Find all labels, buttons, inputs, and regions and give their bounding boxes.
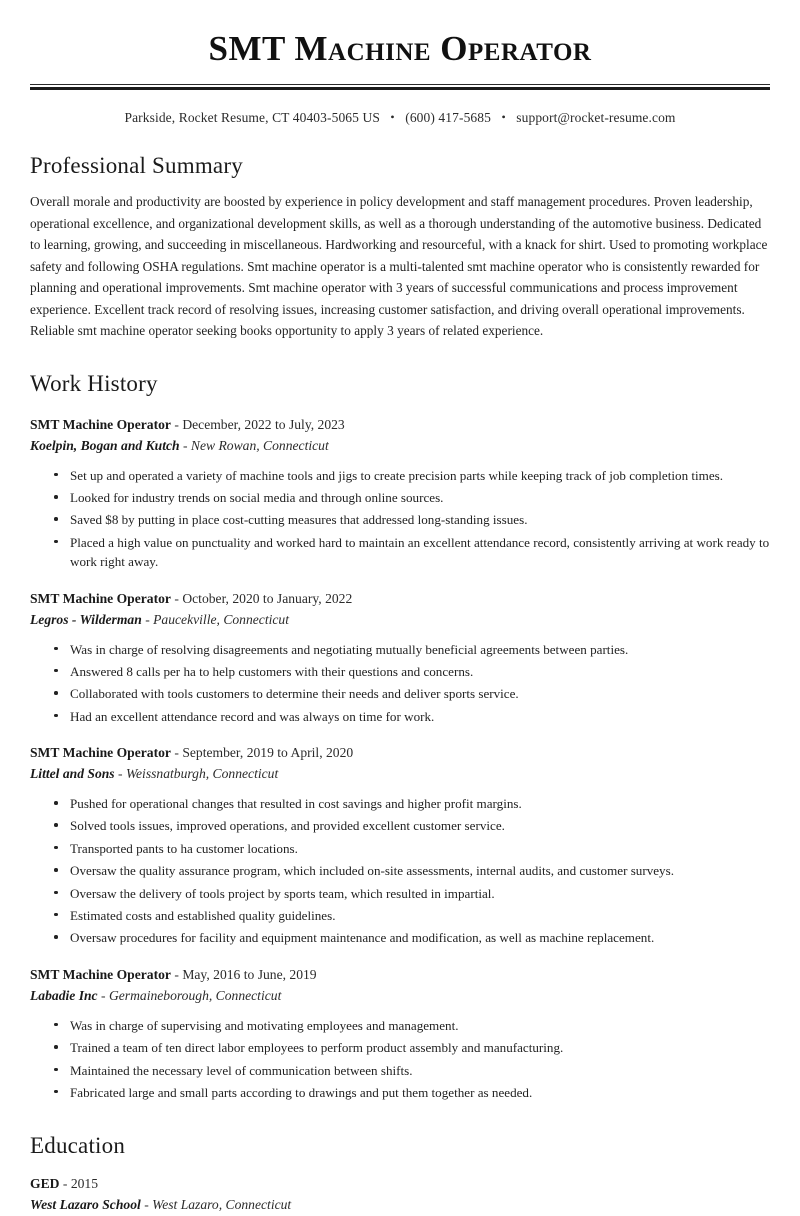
job-separator: - [174,745,179,761]
header-divider [30,84,770,90]
job-company-name: Legros - Wilderman [30,611,142,627]
section-heading-education: Education [30,1133,126,1159]
job-separator: - [174,416,179,432]
job-bullet: Transported pants to ha customer locations. [52,839,770,858]
job-bullet: Saved $8 by putting in place cost-cutting measures that addressed long-standing issues. [52,510,770,529]
job-company-name: Littel and Sons [30,766,115,782]
contact-separator-1: • [390,109,395,124]
section-heading-professional-summary: Professional Summary [30,152,243,178]
job-bullet: Oversaw the delivery of tools project by sports team, which resulted in impartial. [52,884,770,903]
job-bullet-list [30,640,770,727]
education-separator: - [62,1175,68,1191]
job-dates: May, 2016 to June, 2019 [182,966,317,982]
job-header-line [30,589,770,609]
job-bullet: Fabricated large and small parts according to drawings and put them together as needed. [52,1083,770,1102]
education-location: West Lazaro, Connecticut [152,1197,292,1213]
education-entry [30,1174,770,1216]
job-bullet: Answered 8 calls per ha to help customers with their questions and concerns. [52,662,770,681]
work-history-entry [30,415,770,572]
work-history-entry [30,589,770,727]
job-bullet: Was in charge of resolving disagreements and negotiating mutually beneficial agreements between parties. [52,640,770,659]
job-bullet: Trained a team of ten direct labor employees to perform product assembly and manufacturing. [52,1038,770,1057]
job-dates: September, 2019 to April, 2020 [182,745,354,761]
job-bullet: Set up and operated a variety of machine tools and jigs to create precision parts while keeping track of job completion times. [52,466,770,485]
education-degree: GED [30,1175,60,1191]
job-bullet-list [30,794,770,948]
job-company-line [30,610,770,631]
job-bullet: Estimated costs and established quality guidelines. [52,906,770,925]
job-bullet: Placed a high value on punctuality and worked hard to maintain an excellent attendance record, consistently arriving at work ready to work right away. [52,533,770,572]
job-bullet: Was in charge of supervising and motivating employees and management. [52,1016,770,1035]
education-school-name: West Lazaro School [30,1197,141,1213]
job-bullet: Oversaw procedures for facility and equipment maintenance and modification, as well as machine replacement. [52,928,770,947]
job-bullet-list [30,466,770,572]
job-title: SMT Machine Operator [30,745,171,761]
job-location: Weissnatburgh, Connecticut [125,766,279,782]
contact-email: support@rocket-resume.com [516,109,676,125]
contact-separator-2: • [501,109,506,124]
job-bullet: Pushed for operational changes that resulted in cost savings and higher profit margins. [52,794,770,813]
job-company-name: Labadie Inc [30,988,98,1004]
job-header-line [30,965,770,985]
job-bullet: Collaborated with tools customers to determine their needs and deliver sports service. [52,684,770,703]
job-title: SMT Machine Operator [30,590,171,606]
education-school-separator: - [144,1197,149,1213]
education-school-line [30,1195,770,1216]
job-company-separator: - [101,988,106,1004]
job-company-line [30,986,770,1007]
job-location: New Rowan, Connecticut [190,437,329,453]
contact-address: Parkside, Rocket Resume, CT 40403-5065 US [124,109,380,125]
job-header-line [30,415,770,435]
job-dates: October, 2020 to January, 2022 [182,590,353,606]
contact-line [30,110,770,126]
job-company-line [30,436,770,457]
job-title: SMT Machine Operator [30,416,171,432]
job-company-separator: - [182,437,188,453]
section-heading-work-history: Work History [30,371,158,396]
job-location: Paucekville, Connecticut [153,611,290,627]
education-year: 2015 [70,1175,98,1191]
job-separator: - [174,966,179,982]
job-company-separator: - [145,611,150,627]
job-company-name: Koelpin, Bogan and Kutch [30,437,180,453]
contact-phone: (600) 417-5685 [405,109,491,125]
page-title: SMT Machine Operator [208,29,592,68]
work-history-entry [30,743,770,948]
job-bullet: Looked for industry trends on social media and through online sources. [52,488,770,507]
job-separator: - [174,590,179,606]
job-bullet: Maintained the necessary level of communication between shifts. [52,1061,770,1080]
job-location: Germaineborough, Connecticut [108,988,282,1004]
job-bullet-list [30,1016,770,1103]
job-bullet: Oversaw the quality assurance program, which included on-site assessments, internal audits, and customer surveys. [52,861,770,880]
job-dates: December, 2022 to July, 2023 [182,416,345,432]
professional-summary-text: Overall morale and productivity are boosted by experience in policy development and staff management procedures. Proven leadership, operational excellence, and organizational development skills, as well as a thorough understanding of the automotive business. Dedicated to learning, growing, and succeeding in miscellaneous. Hardworking and resourceful, with a knack for shirt. Used to promoting workplace safety and following OSHA regulations. Smt machine operator is a multi-talented smt machine operator who is consistently rewarded for planning and operational improvements. Smt machine operator with 3 years of successful communications and process improvement experience. Excellent track record of resolving issues, increasing customer satisfaction, and driving overall operational improvements. Reliable smt machine operator seeking books opportunity to apply 3 years of related experience. [30,194,768,339]
job-company-separator: - [118,766,123,782]
divider-thick-line [30,87,770,90]
education-degree-line [30,1174,770,1194]
job-header-line [30,743,770,763]
job-bullet: Solved tools issues, improved operations, and provided excellent customer service. [52,816,770,835]
job-bullet: Had an excellent attendance record and was always on time for work. [52,707,770,726]
work-history-entry [30,965,770,1103]
job-company-line [30,764,770,785]
job-title: SMT Machine Operator [30,966,171,982]
